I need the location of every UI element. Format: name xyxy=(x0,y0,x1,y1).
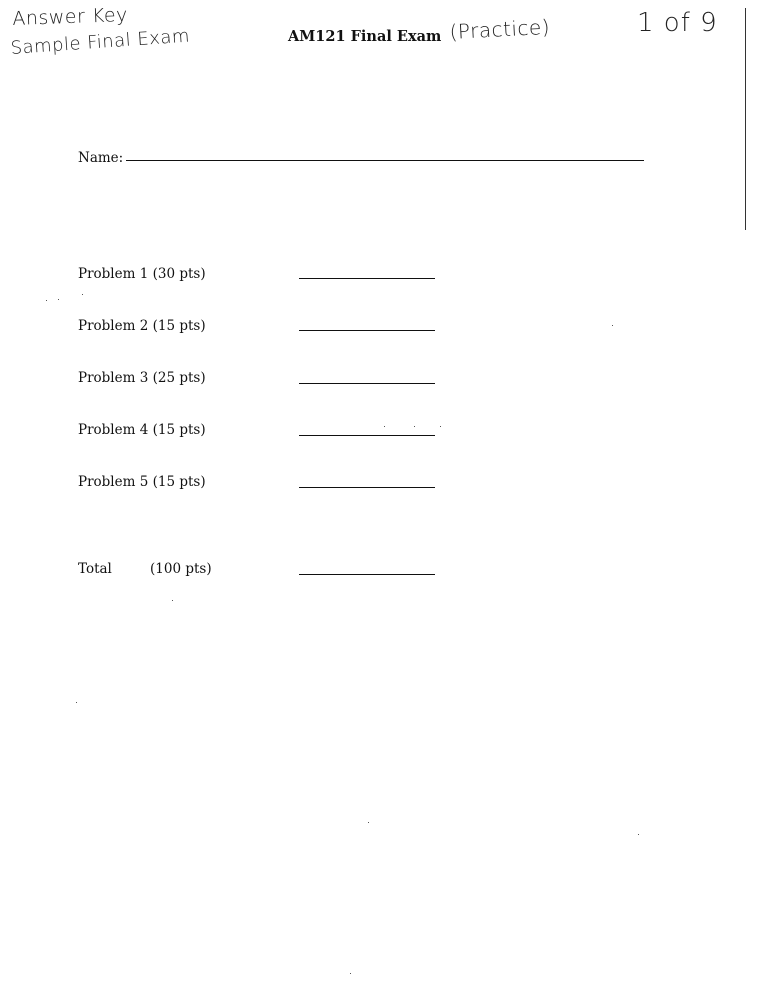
scan-speck xyxy=(638,834,639,835)
scan-speck xyxy=(76,702,77,703)
problem-1-score-line[interactable] xyxy=(299,278,435,279)
problem-2-label: Problem 2 (15 pts) xyxy=(78,318,206,334)
problem-1-label: Problem 1 (30 pts) xyxy=(78,266,206,282)
handwritten-practice-note: (Practice) xyxy=(449,14,551,44)
scan-speck xyxy=(414,426,415,427)
name-field-line[interactable] xyxy=(126,160,644,161)
scan-speck xyxy=(172,600,173,601)
total-label: Total xyxy=(78,561,112,577)
scan-speck xyxy=(384,426,385,427)
problem-2-score-line[interactable] xyxy=(299,330,435,331)
problem-3-label: Problem 3 (25 pts) xyxy=(78,370,206,386)
scan-speck xyxy=(612,325,613,326)
handwritten-sample-final: Sample Final Exam xyxy=(10,25,191,59)
scan-speck xyxy=(46,300,47,301)
total-points: (100 pts) xyxy=(150,561,212,577)
scan-speck xyxy=(440,426,441,427)
problem-3-score-line[interactable] xyxy=(299,383,435,384)
scan-speck xyxy=(350,973,351,974)
name-label: Name: xyxy=(78,150,124,166)
handwritten-page-count: 1 of 9 xyxy=(637,8,718,38)
scan-speck xyxy=(58,299,59,300)
problem-5-score-line[interactable] xyxy=(299,487,435,488)
total-score-line[interactable] xyxy=(299,574,435,575)
handwritten-answer-key: Answer Key xyxy=(12,3,129,30)
scan-speck xyxy=(368,822,369,823)
scan-speck xyxy=(82,294,83,295)
scan-edge-mark xyxy=(745,8,746,230)
problem-4-score-line[interactable] xyxy=(299,435,435,436)
problem-4-label: Problem 4 (15 pts) xyxy=(78,422,206,438)
exam-title: AM121 Final Exam xyxy=(288,28,442,45)
problem-5-label: Problem 5 (15 pts) xyxy=(78,474,206,490)
